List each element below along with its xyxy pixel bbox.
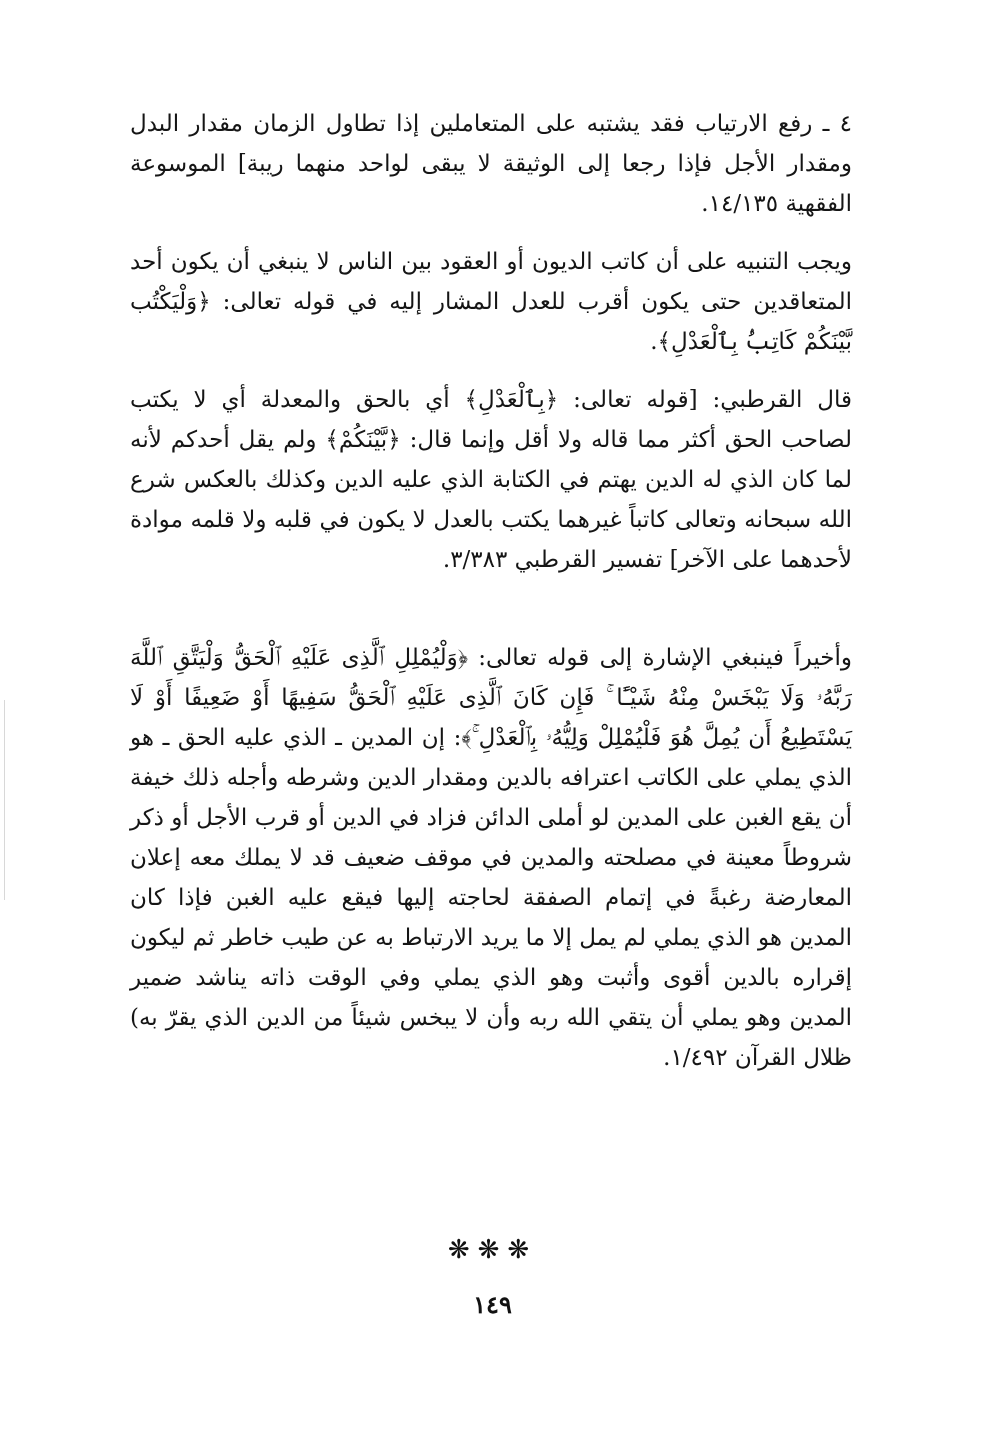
paragraph-scribe-note: ويجب التنبيه على أن كاتب الديون أو العقود بين الناس لا ينبغي أن يكون أحد المتعاقدين حتى يكون أقرب للعدل المشار إليه في قوله تعالى: ﴿وَلْيَكْتُب بَّيْنَكُمْ كَاتِبُۢ بِٱلْعَدْلِ﴾.: [130, 249, 852, 355]
paragraph-dictation-verse: وأخيراً فينبغي الإشارة إلى قوله تعالى: ﴿وَلْيُمْلِلِ ٱلَّذِى عَلَيْهِ ٱلْحَقُّ وَلْيَتَّقِ ٱللَّهَ رَبَّهُۥ وَلَا يَبْخَسْ مِنْهُ شَيْـًٔا ۚ فَإِن كَانَ ٱلَّذِى عَلَيْهِ ٱلْحَقُّ سَفِيهًا أَوْ ضَعِيفًا أَوْ لَا يَسْتَطِيعُ أَن يُمِلَّ هُوَ فَلْيُمْلِلْ وَلِيُّهُۥ بِٱلْعَدْلِ ۚ﴾: إن المدين ـ الذي عليه الحق ـ هو الذي يملي على الكاتب اعترافه بالدين ومقدار الدين وشرطه وأجله ذلك خيفة أن يقع الغبن على المدين لو أملى الدائن فزاد في الدين أو قرب الأجل أو ذكر شروطاً معينة في مصلحته والمدين في موقف ضعيف قد لا يملك معه إعلان المعارضة رغبةً في إتمام الصفقة لحاجته إليها فيقع عليه الغبن فإذا كان المدين هو الذي يملي لم يمل إلا ما يريد الارتباط به عن طيب خاطر ثم ليكون إقراره بالدين أقوى وأثبت وهو الذي يملي وفي الوقت ذاته يناشد ضمير المدين وهو يملي أن يتقي الله ربه وأن لا يبخس شيئاً من الدين الذي يقرّ به) ظلال القرآن ١/٤٩٢.: [130, 645, 853, 1071]
paragraph-qurtubi-quote: قال القرطبي: [قوله تعالى: ﴿بِٱلْعَدْلِ﴾ أي بالحق والمعدلة أي لا يكتب لصاحب الحق أكثر مما قاله ولا أقل وإنما قال: ﴿بَّيْنَكُمْ﴾ ولم يقل أحدكم لأنه لما كان الذي له الدين يهتم في الكتابة الذي عليه الدين وكذلك بالعكس شرع الله سبحانه وتعالى كاتباً غيرهما يكتب بالعدل لا يكون في قلبه ولا قلمه موادة لأحدهما على الآخر] تفسير القرطبي ٣/٣٨٣.: [130, 387, 852, 573]
scan-edge-mark: [4, 700, 5, 900]
section-separator: ❋❋❋: [447, 1235, 538, 1265]
page-number: ١٤٩: [473, 1290, 512, 1319]
page-body: [130, 104, 852, 1158]
paragraph-item-4: ٤ ـ رفع الارتياب فقد يشتبه على المتعاملين إذا تطاول الزمان مقدار البدل ومقدار الأجل فإذا رجعا إلى الوثيقة لا يبقى لواحد منهما ريبة] الموسوعة الفقهية ١٤/١٣٥.: [130, 111, 852, 217]
